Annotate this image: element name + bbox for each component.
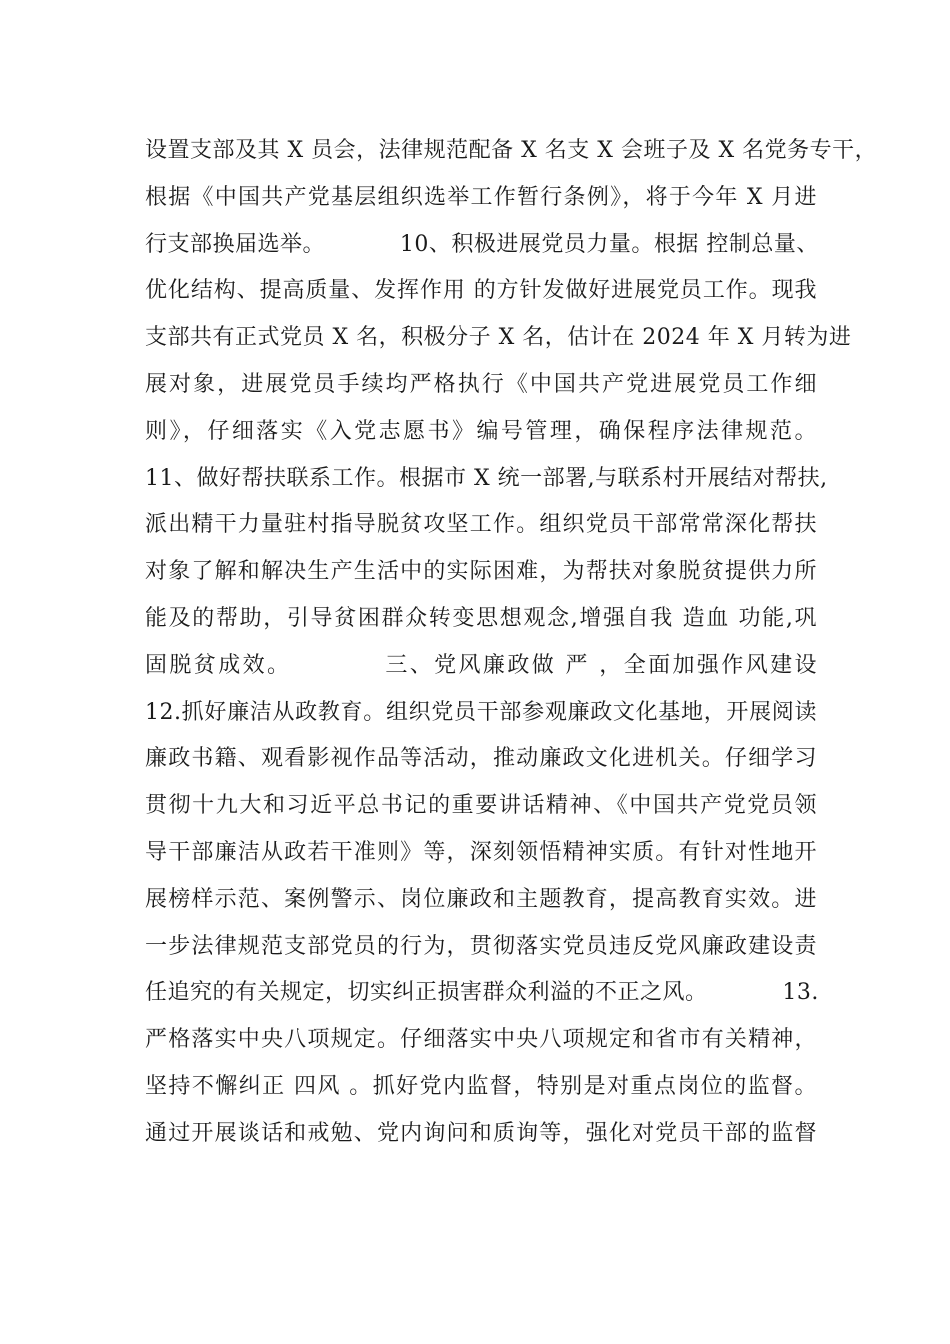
text-line: 廉政书籍、观看影视作品等活动，推动廉政文化进机关。仔细学习 — [145, 746, 817, 772]
text-line: 导干部廉洁从政若干准则》等，深刻领悟精神实质。有针对性地开 — [145, 839, 817, 865]
text-line: 严格落实中央八项规定。仔细落实中央八项规定和省市有关精神， — [145, 1027, 817, 1053]
text-line: 根据《中国共产党基层组织选举工作暂行条例》，将于今年 X 月进 — [145, 184, 817, 210]
text-line: 能及的帮助，引导贫困群众转变思想观念,增强自我 造血 功能,巩 — [145, 605, 817, 631]
text-line: 一步法律规范支部党员的行为，贯彻落实党员违反党风廉政建设责 — [145, 933, 817, 959]
text-line: 贯彻十九大和习近平总书记的重要讲话精神、《中国共产党党员领 — [145, 793, 817, 819]
text-line: 支部共有正式党员 X 名，积极分子 X 名，估计在 2024 年 X 月转为进 — [145, 325, 852, 351]
text-line: 优化结构、提高质量、发挥作用 的方针发做好进展党员工作。现我 — [145, 278, 817, 304]
text-line: 展榜样示范、案例警示、岗位廉政和主题教育，提高教育实效。进 — [145, 886, 817, 912]
text-line: 固脱贫成效。 三、党风廉政做 严 ，全面加强作风建设 — [145, 652, 817, 678]
text-line: 展对象，进展党员手续均严格执行《中国共产党进展党员工作细 — [145, 371, 817, 397]
text-line: 行支部换届选举。 10、积极进展党员力量。根据 控制总量、 — [145, 231, 819, 257]
text-line: 派出精干力量驻村指导脱贫攻坚工作。组织党员干部常常深化帮扶 — [145, 512, 817, 538]
text-line: 11、做好帮扶联系工作。根据市 X 统一部署,与联系村开展结对帮扶, — [145, 465, 828, 491]
text-line: 12.抓好廉洁从政教育。组织党员干部参观廉政文化基地，开展阅读 — [145, 699, 817, 725]
text-line: 设置支部及其 X 员会，法律规范配备 X 名支 X 会班子及 X 名党务专干， — [145, 138, 878, 163]
text-line: 通过开展谈话和戒勉、党内询问和质询等，强化对党员干部的监督 — [145, 1120, 817, 1146]
text-line: 对象了解和解决生产生活中的实际困难，为帮扶对象脱贫提供力所 — [145, 559, 817, 585]
body-text — [145, 128, 878, 1158]
text-line: 则》，仔细落实《入党志愿书》编号管理，确保程序法律规范。 — [145, 418, 817, 444]
text-line: 任追究的有关规定，切实纠正损害群众利溢的不正之风。 13. — [145, 980, 819, 1006]
text-line: 坚持不懈纠正 四风 。抓好党内监督，特别是对重点岗位的监督。 — [145, 1073, 817, 1099]
